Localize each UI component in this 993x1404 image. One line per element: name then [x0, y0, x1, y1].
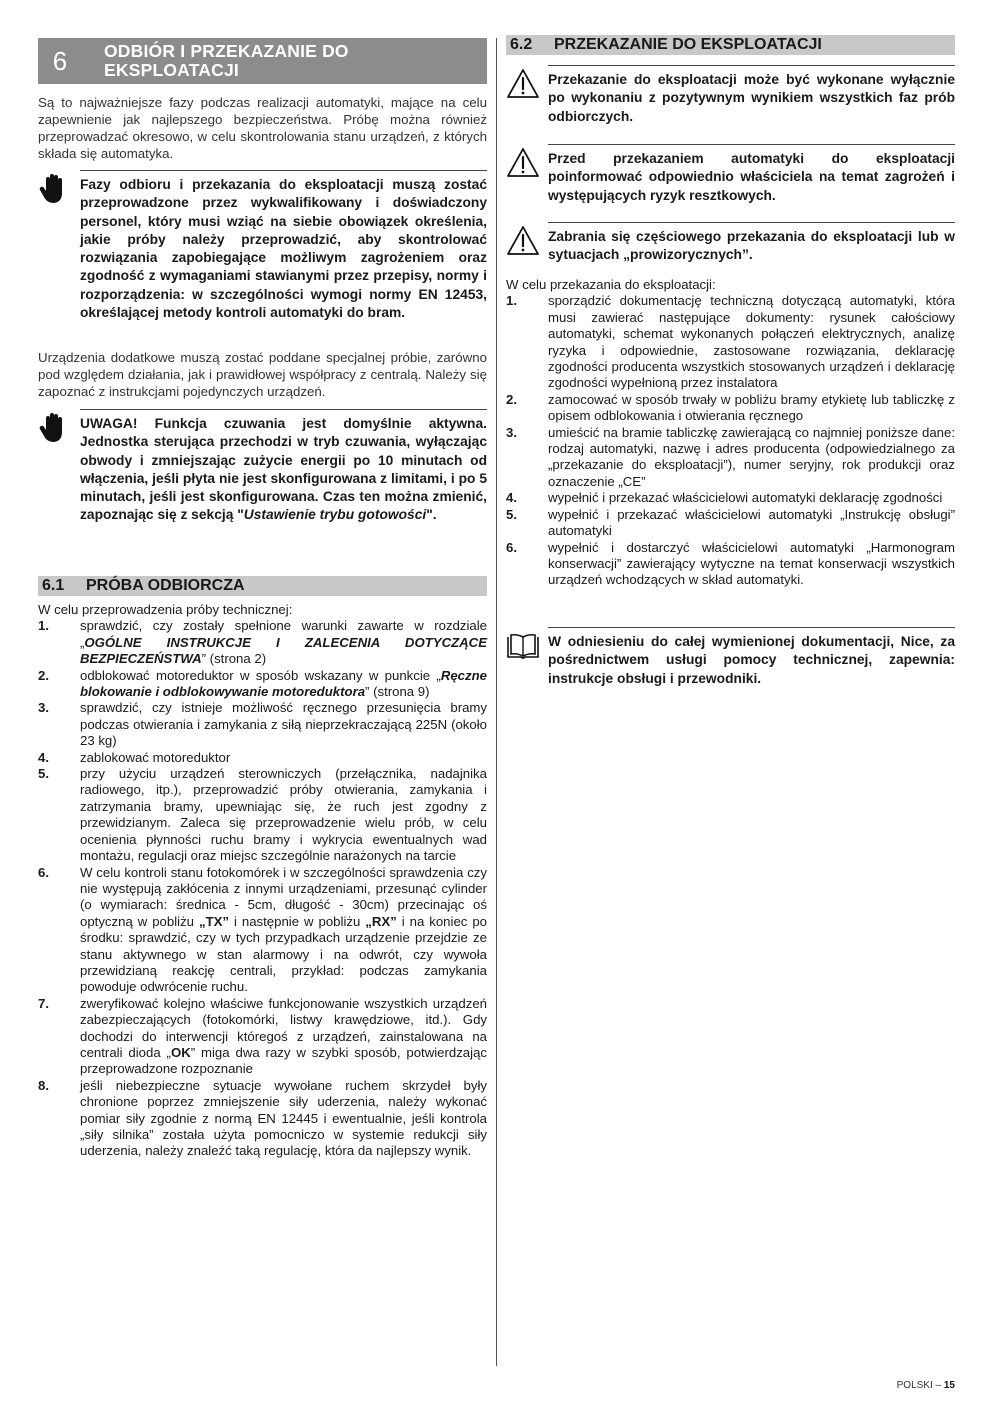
column-divider [496, 38, 497, 1366]
test-procedure-list [38, 602, 487, 1160]
chapter-number: 6 [52, 45, 68, 76]
list-item: 2. odblokować motoreduktor w sposób wskazany w punkcie „Ręczne blokowanie i odblokowywanie motoreduktora” (strona 9) [38, 667, 487, 700]
note-documentation [506, 627, 955, 697]
rule [548, 627, 955, 628]
warning-text [80, 415, 487, 525]
hand-stop-icon [38, 172, 72, 206]
warning-triangle-icon [506, 224, 540, 258]
open-book-icon [506, 629, 540, 663]
list-item: 8. jeśli niebezpieczne sytuacje wywołane ruchem skrzydeł były chronione poprzez zmniejszenie siły uderzenia, należy wykonać pomiar siły zgodnie z normą EN 12445 i ewentualnie, jeśli kontrola „siły silnika” została użyta pomocniczo w systemie redukcji siły uderzenia, należy znaleźć taką regulację, która da najlepszy wynik. [38, 1077, 487, 1159]
warning-text: Przed przekazaniem automatyki do eksploatacji poinformować odpowiednio właściciela na temat zagrożeń i występujących ryzyk resztkowych. [548, 151, 955, 203]
section-reference[interactable]: OGÓLNE INSTRUKCJE I ZALECENIA DOTYCZĄCE BEZPIECZEŃSTWA [80, 634, 487, 667]
page-footer [897, 1380, 955, 1391]
rule [548, 144, 955, 145]
warning-standby [38, 409, 487, 549]
rule [548, 222, 955, 223]
rule [548, 65, 955, 66]
footer-language: POLSKI – [896, 1380, 944, 1391]
list-item: 3. sprawdzić, czy istnieje możliwość ręcznego przesunięcia bramy podczas otwierania i zamykania z siłą nieprzekraczającą 225N (około 23 kg) [38, 700, 487, 749]
section-header-6-1 [38, 576, 487, 596]
list-item: 4. wypełnić i przekazać właścicielowi automatyki deklarację zgodności [506, 490, 943, 506]
section-title: PRZEKAZANIE DO EKSPLOATACJI [554, 36, 822, 53]
warning-text-b: ". [426, 507, 437, 523]
standby-section-link[interactable]: Ustawienie trybu gotowości [243, 507, 427, 523]
warning-triangle-icon [506, 146, 540, 180]
warning-qualified-personnel [38, 170, 487, 342]
intro-paragraph: Są to najważniejsze fazy podczas realizacji automatyki, mające na celu zapewnienie jak najlepszego bezpieczeństwa. Próbę można również przeprowadzać okresowo, w celu skontrolowania stanu urządzeń, z których składa się automatyka. [38, 95, 487, 161]
warning-partial-handover [506, 222, 955, 272]
section-number: 6.1 [42, 577, 65, 594]
list-item: 5. wypełnić i przekazać właścicielowi automatyki „Instrukcję obsługi” automatyki [506, 506, 955, 539]
warning-text: Fazy odbioru i przekazania do eksploatacji muszą zostać przeprowadzone przez wykwalifikowany i doświadczony personel, który musi wziąć na siebie obowiązek określenia, jakie próby należy przeprowadzić, aby skontrolować rozwiązania zapobiegające możliwym zagrożeniem oraz zgodność z wymaganiami stawianymi przez przepisy, normy i rozporządzenia: w szczególności wymogi normy EN 12453, określającej metody kontroli automatyki do bram. [80, 177, 487, 321]
warning-text: Przekazanie do eksploatacji może być wykonane wyłącznie po wykonaniu z pozytywnym wynikiem wszystkich faz prób odbiorczych. [548, 72, 955, 124]
chapter-header [38, 38, 487, 84]
warning-text: Zabrania się częściowego przekazania do eksploatacji lub w sytuacjach „prowizorycznych”. [548, 229, 955, 263]
chapter-title: ODBIÓR I PRZEKAZANIE DO EKSPLOATACJI [104, 41, 349, 80]
rule [80, 170, 487, 171]
list-item: 2. zamocować w sposób trwały w pobliżu bramy etykietę lub tabliczkę z opisem odblokowania i otwierania ręcznego [506, 391, 955, 424]
rule [80, 409, 487, 410]
list-lead: W celu przekazania do eksploatacji: [506, 277, 716, 292]
list-item: 4. zablokować motoreduktor [38, 749, 231, 765]
list-item: 7. zweryfikować kolejno właściwe funkcjonowanie wszystkich urządzeń zabezpieczających (fotokomórki, listwy krawędziowe, itd.). Gdy dochodzi do interwencji któregoś z urządzeń, zainstalowana na centrali dioda „OK” miga dwa razy w szybki sposób, potwierdzając przeprowadzone rozpoznanie [38, 995, 488, 1077]
list-item: 6. W celu kontroli stanu fotokomórek i w szczególności sprawdzenia czy nie występują zakłócenia z innymi urządzeniami, przesunąć cylinder (o wymiarach: średnica - 5cm, długość - 30cm) przecinając oś optyczną w pobliżu „TX” i następnie w pobliżu „RX” i na koniec po środku: sprawdzić, czy w tych przypadkach urządzenie przejdzie ze stanu aktywnego w stan alarmowy i na odwrót, czy wywoła przewidzianą reakcję centrali, przykład: podczas zamykania powoduje odwrócenie ruchu. [38, 864, 488, 995]
section-number: 6.2 [510, 36, 533, 53]
warning-triangle-icon [506, 67, 540, 101]
hand-stop-icon [38, 411, 72, 445]
warning-handover-tests [506, 65, 955, 133]
list-item: 5. przy użyciu urządzeń sterowniczych (przełącznika, nadajnika radiowego, itp.), przeprowadzić próby otwierania, zamykania i zatrzymania bramy, upewniając się, że ruch jest zgodny z przewidzianym. Zaleca się przeprowadzenie wielu prób, w celu ocenienia płynności ruchu bramy i wykrycia ewentualnych wad montażu, regulacji oraz miejsc szczególnie narażonych na tarcie [38, 766, 487, 864]
section-reference[interactable]: Ręczne blokowanie i odblokowywanie motoreduktora [80, 667, 487, 700]
warning-inform-owner [506, 144, 955, 212]
warning-text-a: UWAGA! Funkcja czuwania jest domyślnie aktywna. Jednostka sterująca przechodzi w tryb czuwania, wyłączając obwody i zmniejszając zużycie energii po 10 minutach od włączenia, jeśli płyta nie jest skonfigurowana z limitami, i po 5 minutach, jeśli jest skonfigurowana. Czas ten można zmienić, zapoznając się z sekcją " [80, 416, 487, 523]
page-number: 15 [943, 1380, 955, 1391]
section-title: PRÓBA ODBIORCZA [86, 577, 245, 594]
list-lead: W celu przeprowadzenia próby technicznej: [38, 602, 293, 617]
handover-list [506, 277, 955, 589]
list-item: 1. sprawdzić, czy zostały spełnione warunki zawarte w rozdziale „OGÓLNE INSTRUKCJE I ZALECENIA DOTYCZĄCE BEZPIECZEŃSTWA” (strona 2) [38, 618, 487, 667]
list-item: 3. umieścić na bramie tabliczkę zawierającą co najmniej poniższe dane: rodzaj automatyki, nazwę i adres producenta (odpowiedzialnego za „przekazanie do eksploatacji”), numer seryjny, rok produkcji oraz oznaczenie „CE” [506, 424, 955, 489]
note-text: W odniesieniu do całej wymienionej dokumentacji, Nice, za pośrednictwem usługi pomocy technicznej, zapewnia: instrukcje obsługi i przewodniki. [548, 634, 955, 686]
list-item: 1. sporządzić dokumentację techniczną dotyczącą automatyki, która musi zawierać następujące dokumenty: rysunek całościowy automatyki, schemat wykonanych połączeń elektrycznych, analizę ryzyka i odpowiednie, zastosowane rozwiązania, deklarację zgodności producenta wszystkich stosowanych urządzeń i deklarację zgodności wypełnioną przez instalatora [506, 293, 955, 391]
accessories-paragraph: Urządzenia dodatkowe muszą zostać poddane specjalnej próbie, zarówno pod względem działania, jak i prawidłowej współpracy z centralą. Należy się zapoznać z instrukcjami pojedynczych urządzeń. [38, 350, 487, 399]
list-item: 6. wypełnić i dostarczyć właścicielowi automatyki „Harmonogram konserwacji” zawierający wytyczne na temat konserwacji wszystkich urządzeń wchodzących w skład automatyki. [506, 539, 955, 588]
section-header-6-2 [506, 35, 955, 55]
